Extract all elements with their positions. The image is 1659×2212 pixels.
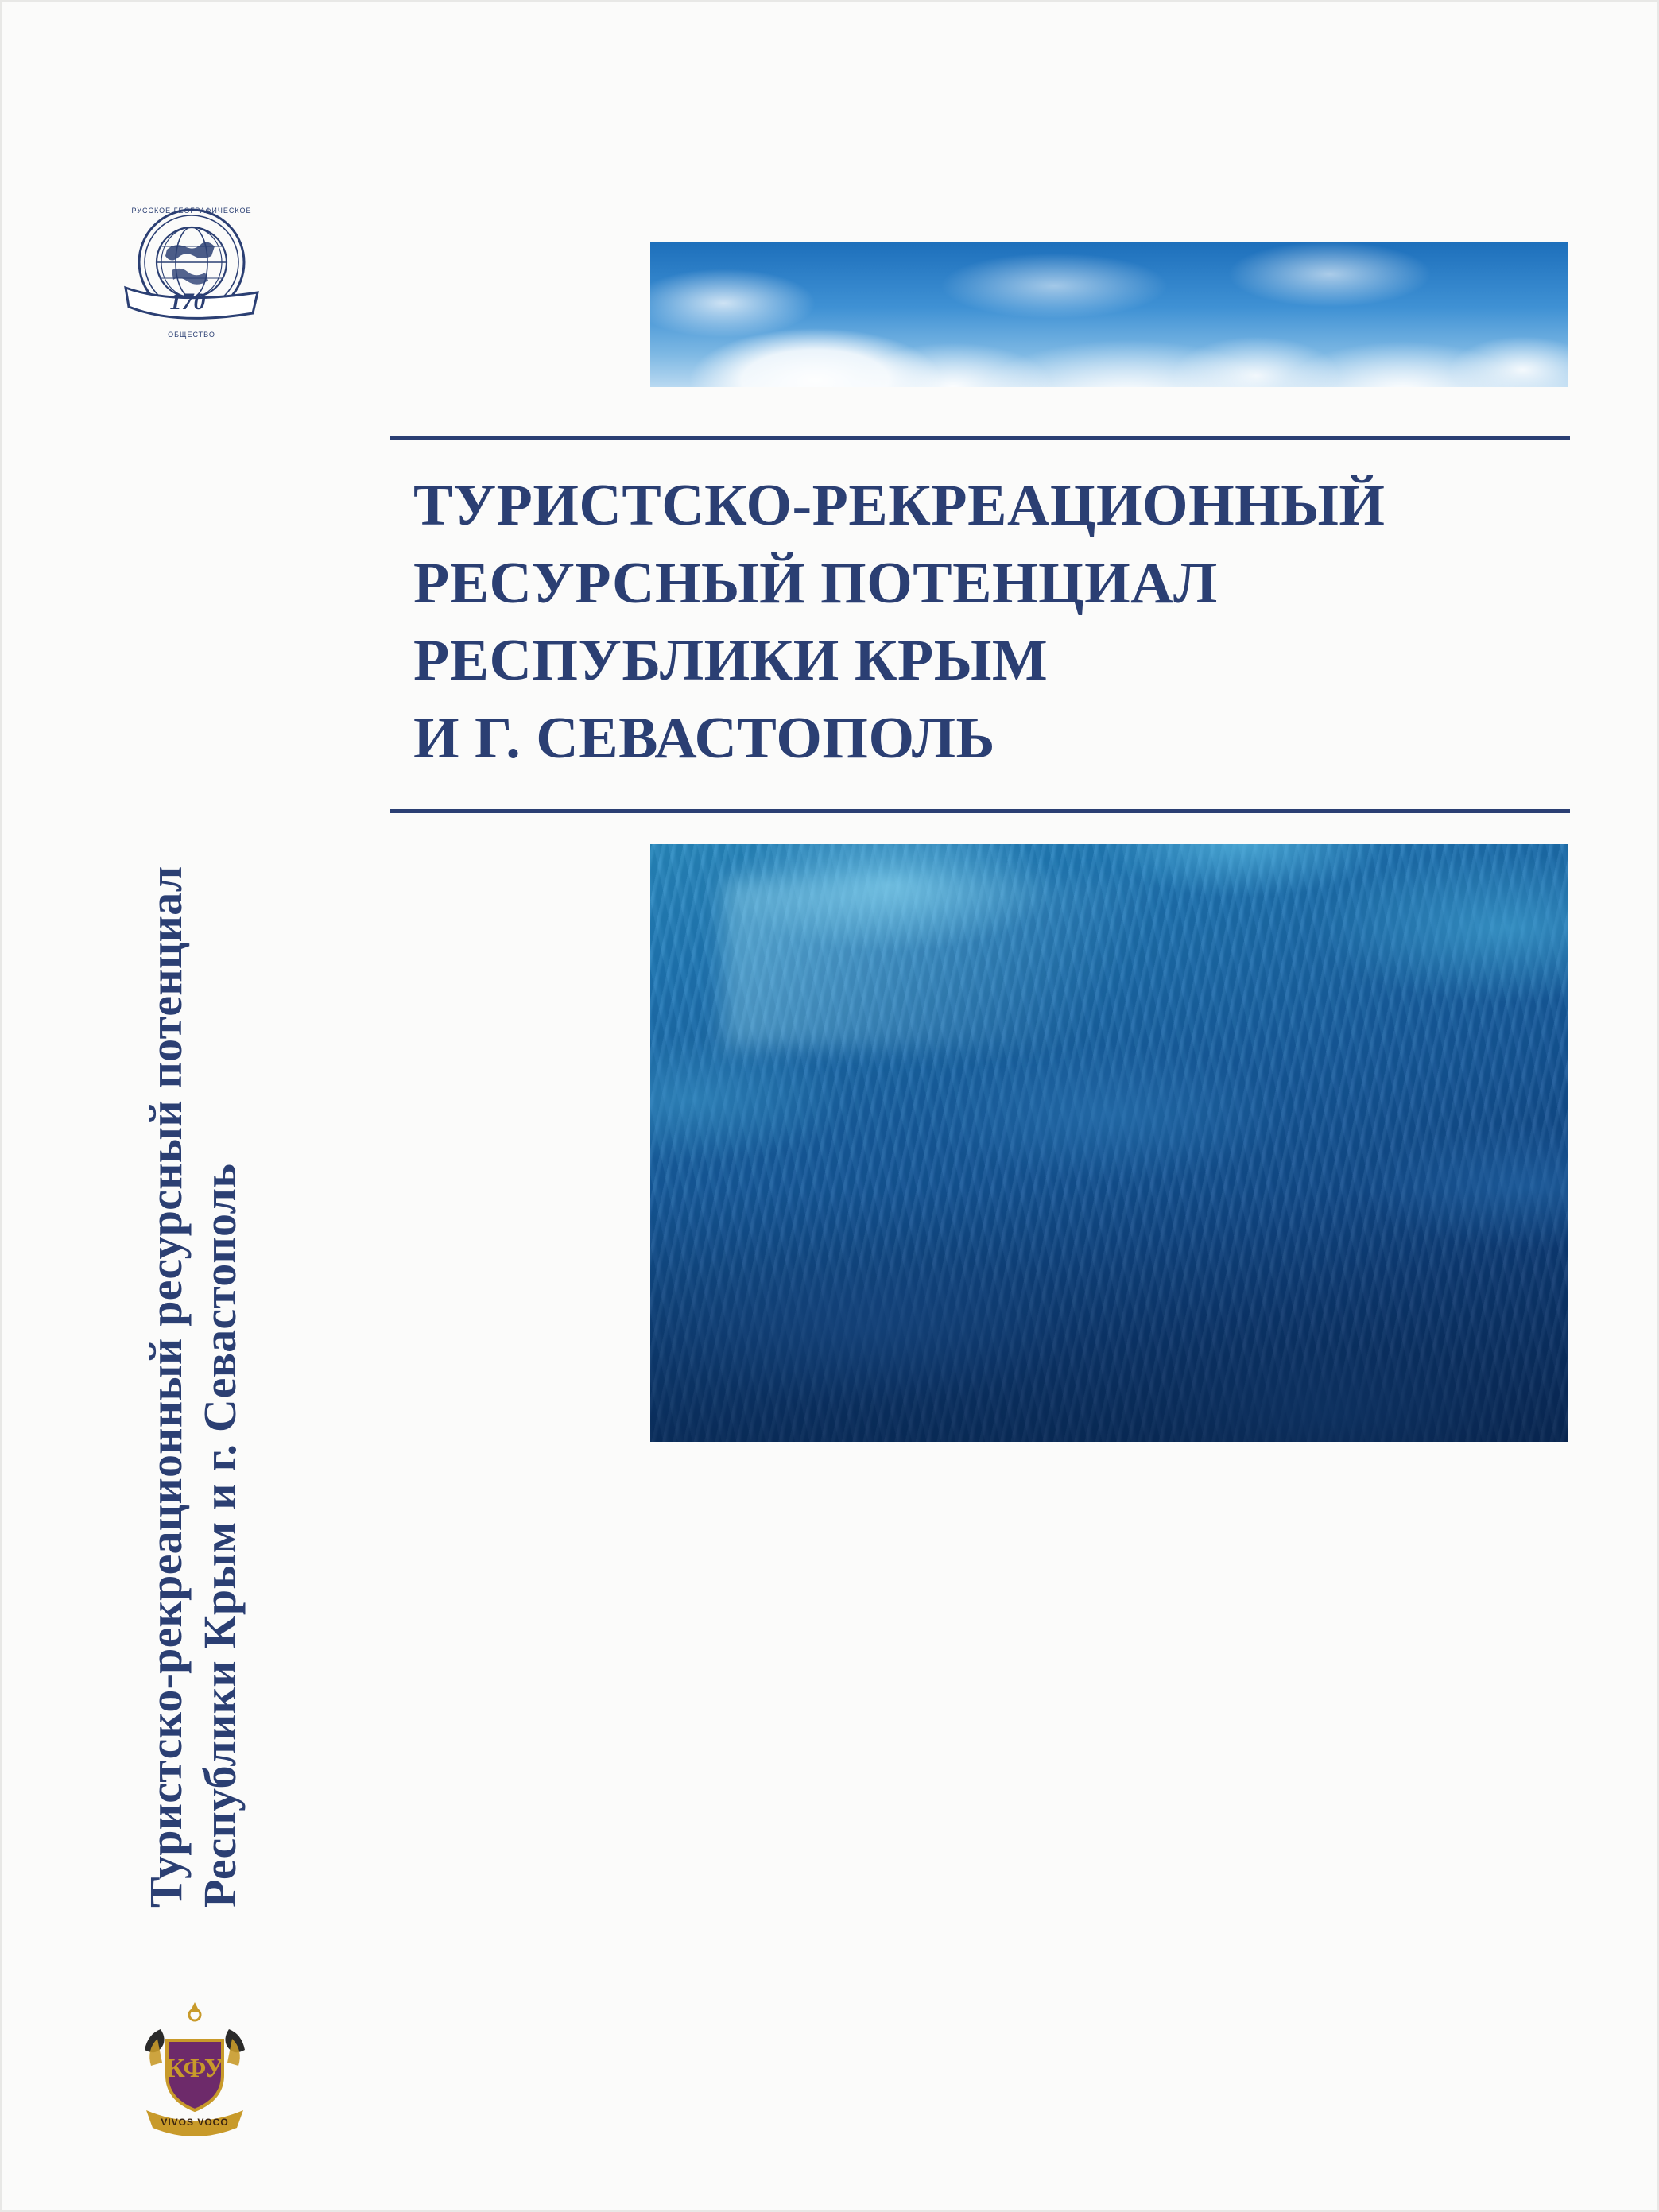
title-line-4: И Г. СЕВАСТОПОЛЬ: [413, 706, 995, 772]
sea-photo-highlight: [723, 880, 1274, 1048]
sea-waves-photo: [650, 844, 1568, 1442]
title-line-2: РЕСУРСНЫЙ ПОТЕНЦИАЛ: [413, 550, 1218, 616]
svg-text:170: 170: [169, 289, 206, 315]
sea-photo-shadow: [650, 1191, 1568, 1442]
sky-clouds-photo: [650, 242, 1568, 387]
spine-title-line-2: Республики Крым и г. Севастополь: [194, 1163, 246, 1908]
page-title: [413, 467, 1574, 778]
title-line-1: ТУРИСТСКО-РЕКРЕАЦИОННЫЙ: [413, 473, 1386, 538]
spine-title: [94, 413, 293, 1908]
russian-geographical-society-emblem: [108, 200, 275, 343]
spine-title-line-1: Туристско-рекреационный ресурсный потенциал: [139, 866, 192, 1908]
title-line-3: РЕСПУБЛИКИ КРЫМ: [413, 628, 1049, 694]
svg-text:КФУ: КФУ: [165, 2054, 224, 2083]
title-rule-top: [390, 436, 1570, 440]
sky-photo-gradient: [650, 242, 1568, 387]
title-rule-bottom: [390, 809, 1570, 813]
svg-text:РУССКОЕ ГЕОГРАФИЧЕСКОЕ: РУССКОЕ ГЕОГРАФИЧЕСКОЕ: [131, 207, 252, 215]
svg-text:VIVOS VOCO: VIVOS VOCO: [161, 2117, 229, 2128]
svg-text:ОБЩЕСТВО: ОБЩЕСТВО: [168, 331, 215, 339]
crimean-federal-university-emblem: [119, 1991, 270, 2150]
